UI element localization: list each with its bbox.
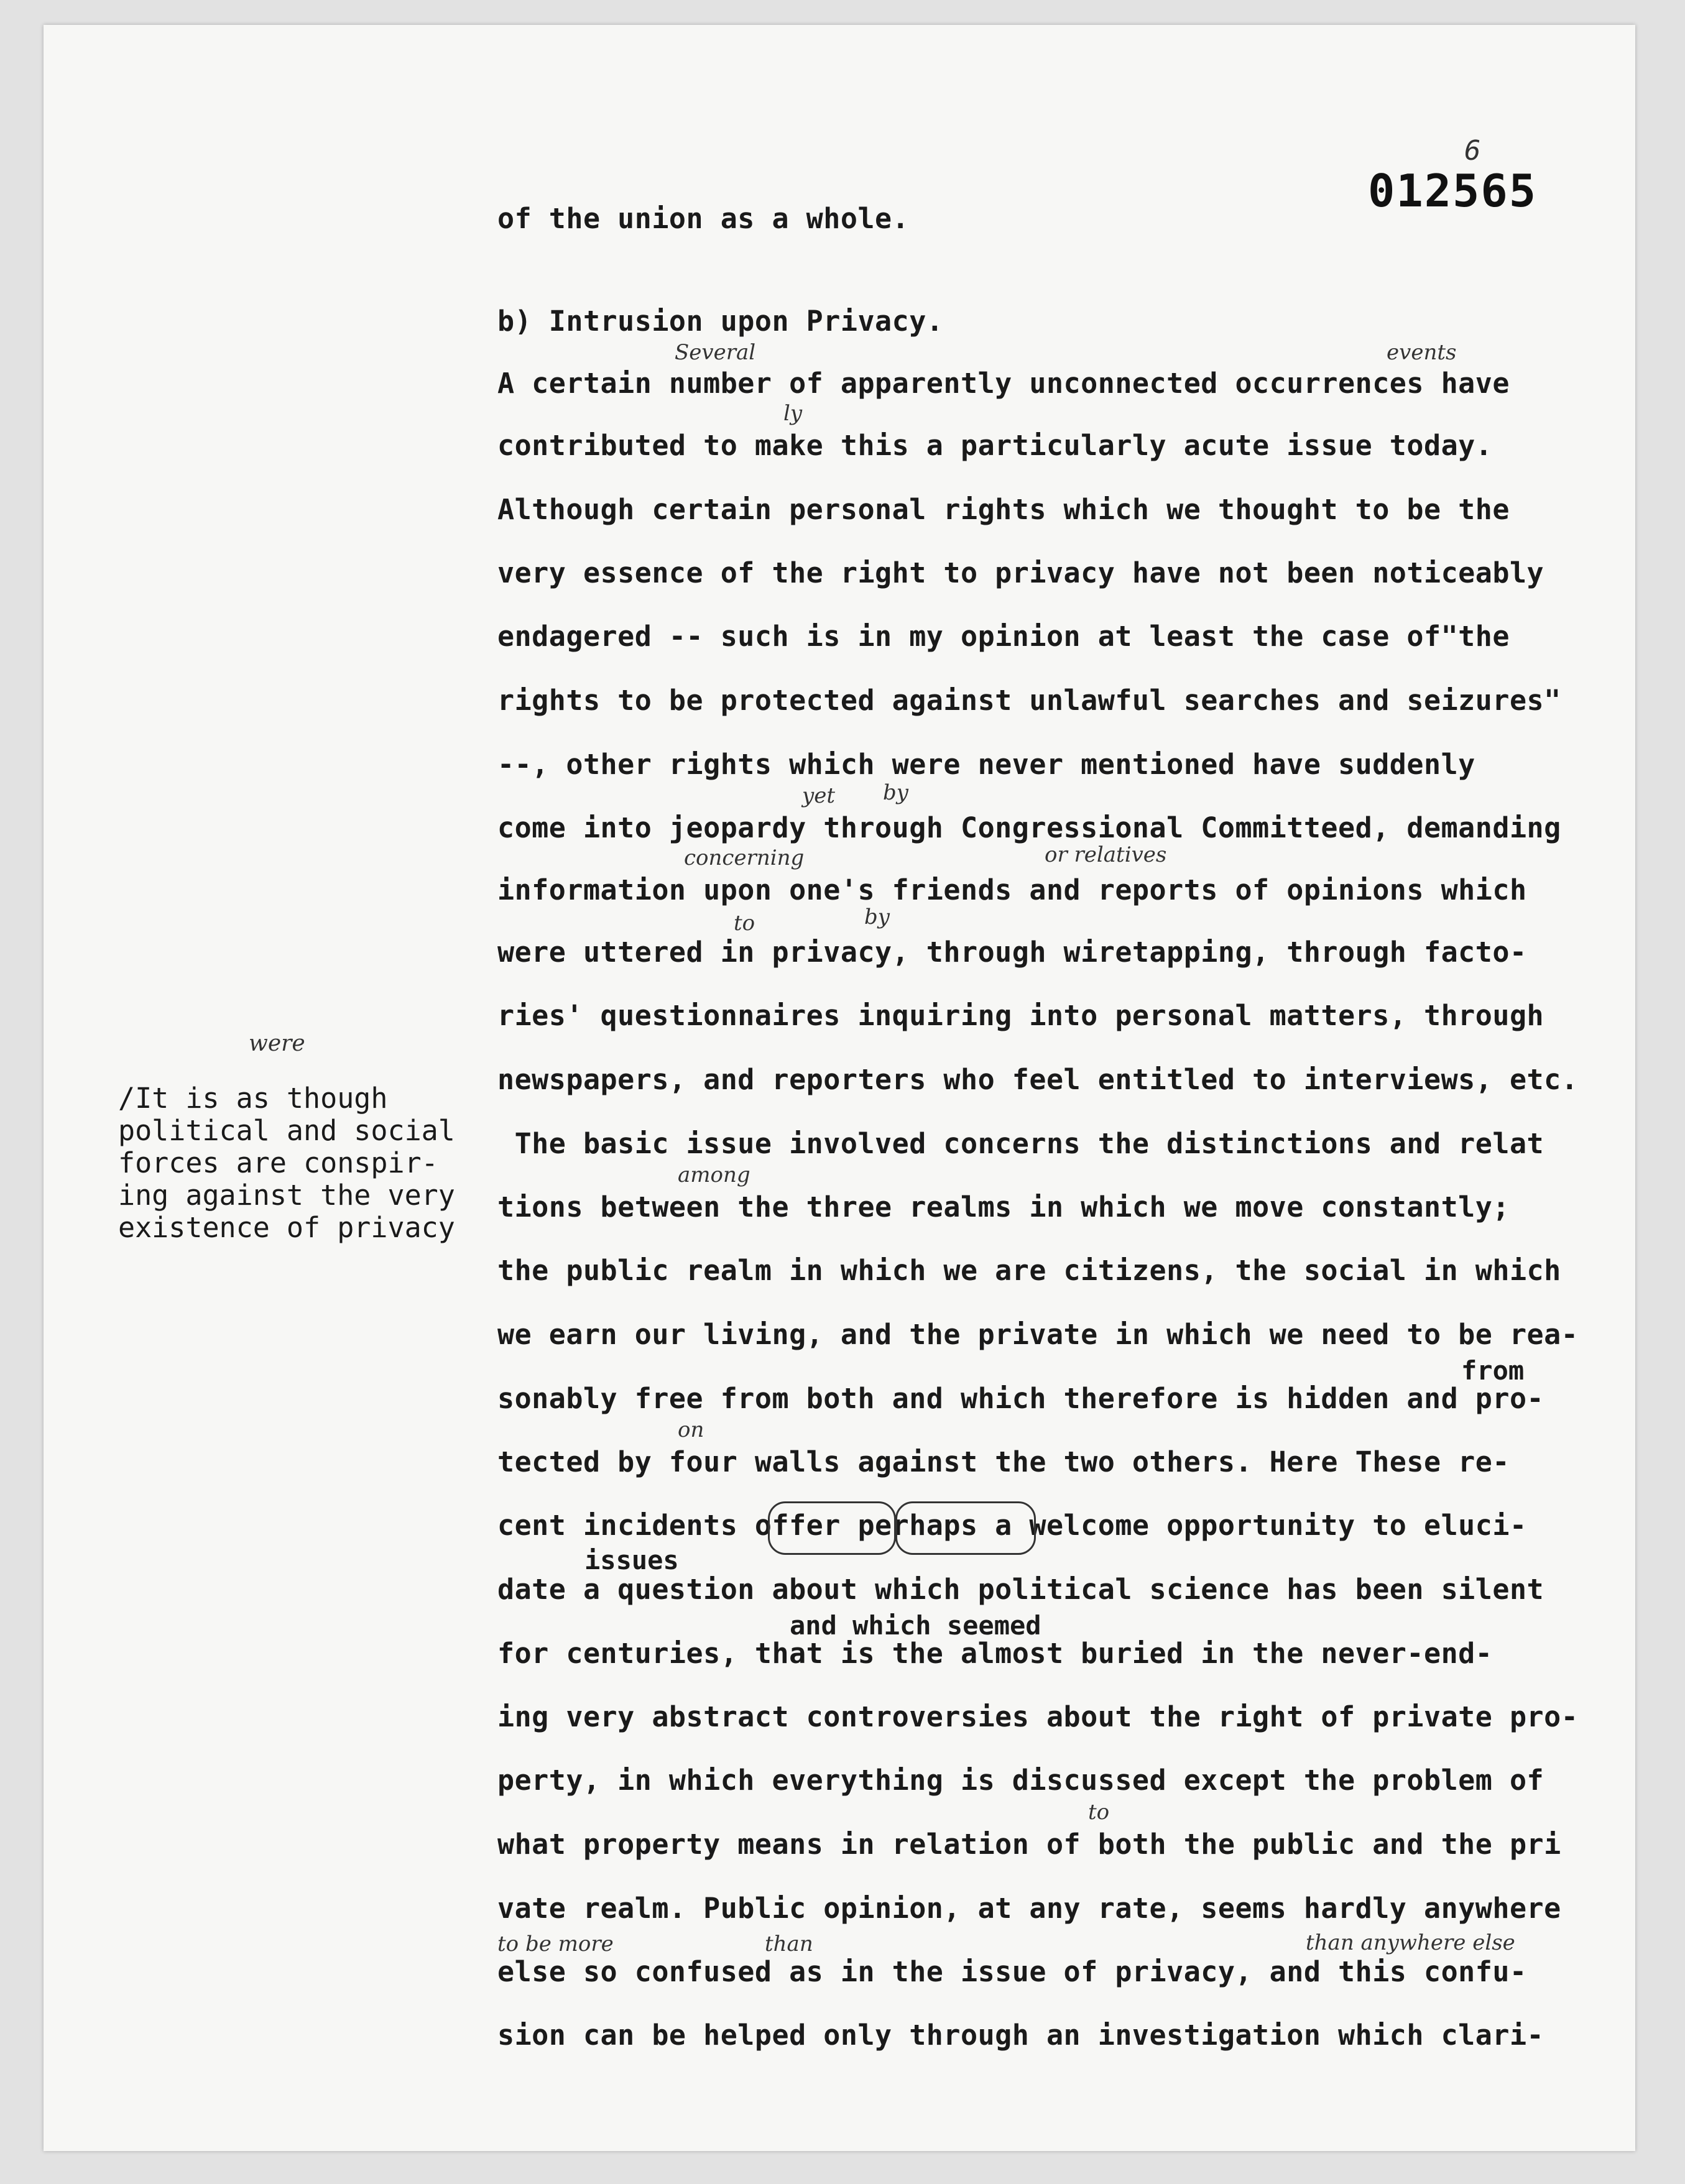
text-line: tected by four walls against the two others. Here These re- (497, 1445, 1510, 1478)
text-line: cent incidents offer perhaps a welcome opportunity to eluci- (497, 1509, 1527, 1542)
text-line: Although certain personal rights which we thought to be the (497, 493, 1510, 526)
section-heading: b) Intrusion upon Privacy. (497, 305, 944, 338)
handwritten-annotation: concerning (684, 845, 805, 870)
text-line: rights to be protected against unlawful searches and seizures" (497, 684, 1561, 717)
handwritten-annotation: than anywhere else (1306, 1930, 1515, 1955)
text-line: very essence of the right to privacy have not been noticeably (497, 556, 1544, 589)
handwritten-annotation: ly (783, 401, 803, 426)
handwritten-annotation: than (765, 1932, 813, 1956)
handwritten-annotation: on (678, 1417, 704, 1442)
folio-stamp: 012565 (1368, 165, 1538, 217)
text-line: were uttered in privacy, through wiretapping, through facto- (497, 936, 1527, 969)
text-line: newspapers, and reporters who feel entitled to interviews, etc. (497, 1063, 1579, 1096)
text-line: of the union as a whole. (497, 202, 910, 235)
handwritten-annotation: events (1387, 340, 1457, 365)
text-line: we earn our living, and the private in which we need to be rea- (497, 1318, 1579, 1351)
text-line: contributed to make this a particularly acute issue today. (497, 429, 1493, 462)
text-line: come into jeopardy through Congressional Committeed, demanding (497, 811, 1561, 844)
margin-note-line: political and social (118, 1114, 455, 1147)
handwritten-annotation: by (864, 905, 890, 929)
text-line: the public realm in which we are citizens, the social in which (497, 1254, 1561, 1287)
text-line: sonably free from both and which therefore is hidden and pro- (497, 1382, 1544, 1415)
text-line: --, other rights which were never mentioned have suddenly (497, 748, 1475, 781)
folio-handwritten: 6 (1464, 135, 1482, 167)
handwritten-annotation: to (1088, 1800, 1110, 1825)
text-line: tions between the three realms in which we move constantly; (497, 1191, 1510, 1223)
text-line: A certain number of apparently unconnected occurrences have (497, 367, 1510, 400)
handwritten-annotation: or relatives (1045, 842, 1167, 867)
margin-note-line: /It is as though (118, 1082, 388, 1115)
text-line: else so confused as in the issue of privacy, and this confu- (497, 1955, 1527, 1988)
typed-insertion: issues (584, 1545, 679, 1575)
handwritten-annotation: to be more (497, 1932, 614, 1956)
text-line: sion can be helped only through an investigation which clari- (497, 2019, 1544, 2052)
margin-note-line: ing against the very (118, 1179, 455, 1212)
text-line: endagered -- such is in my opinion at least the case of"the (497, 620, 1510, 653)
text-line: ries' questionnaires inquiring into personal matters, through (497, 999, 1544, 1032)
margin-note-line: existence of privacy (118, 1211, 455, 1244)
circle-mark (768, 1501, 896, 1555)
text-line: what property means in relation of both the public and the pri (497, 1828, 1561, 1861)
margin-note-line: forces are conspir- (118, 1146, 438, 1179)
typed-insertion: from (1461, 1355, 1525, 1386)
handwritten-annotation: by (883, 780, 908, 805)
handwritten-annotation: yet (802, 783, 835, 808)
handwritten-annotation: among (678, 1163, 750, 1187)
text-line: for centuries, that is the almost buried in the never-end- (497, 1637, 1493, 1670)
text-line: vate realm. Public opinion, at any rate, seems hardly anywhere (497, 1892, 1561, 1925)
text-line: perty, in which everything is discussed except the problem of (497, 1764, 1544, 1797)
circle-mark (895, 1501, 1036, 1555)
text-line: information upon one's friends and reports of opinions which (497, 873, 1527, 906)
folio-number (1368, 135, 1538, 217)
text-line: The basic issue involved concerns the distinctions and relat (497, 1127, 1544, 1160)
handwritten-annotation: were (249, 1031, 305, 1056)
text-line: date a question about which political science has been silent (497, 1573, 1544, 1606)
typed-insertion: and which seemed (790, 1610, 1041, 1641)
handwritten-annotation: Several (675, 340, 756, 365)
handwritten-annotation: to (734, 911, 755, 936)
document-page (44, 25, 1635, 2151)
text-line: ing very abstract controversies about the right of private pro- (497, 1700, 1579, 1733)
